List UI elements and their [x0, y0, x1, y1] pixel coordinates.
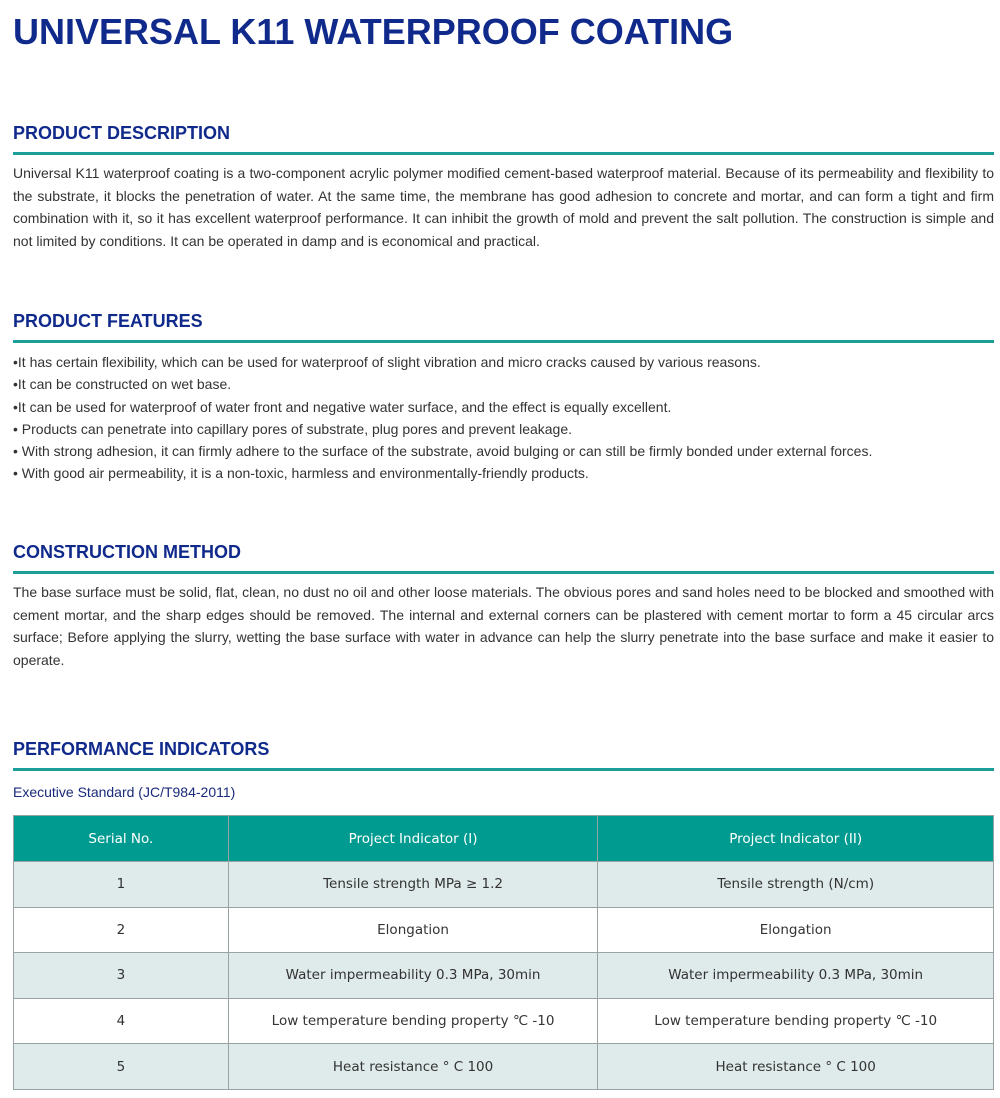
construction-text: The base surface must be solid, flat, clean, no dust no oil and other loose materials. The obvious pores and sand holes need to be blocked and smoothed with cement mortar, and the sharp edges should be removed. The internal and external corners can be plastered with cement mortar to form a 45 circular arcs surface; Before applying the slurry, wetting the base surface with water in advance can help the slurry penetrate into the base surface and make it easier to operate. [13, 584, 994, 668]
feature-item: • Products can penetrate into capillary pores of substrate, plug pores and prevent leakage. [13, 420, 573, 437]
cell-indicator-2: Elongation [598, 907, 994, 953]
cell-indicator-1: Tensile strength MPa ≥ 1.2 [228, 862, 598, 908]
cell-serial: 3 [14, 953, 229, 999]
feature-item: •It has certain flexibility, which can be used for waterproof of slight vibration and micro cracks caused by various reasons. [13, 354, 761, 370]
features-list [13, 351, 994, 485]
column-header-indicator-1: Project Indicator (I) [228, 816, 598, 862]
executive-standard: Executive Standard (JC/T984-2011) [13, 784, 236, 800]
feature-item: • With good air permeability, it is a non-toxic, harmless and environmentally-friendly products. [13, 465, 589, 482]
cell-serial: 5 [14, 1044, 229, 1090]
cell-indicator-2: Tensile strength (N/cm) [598, 862, 994, 908]
page-title: UNIVERSAL K11 WATERPROOF COATING [13, 11, 734, 52]
section-heading-features: PRODUCT FEATURES [13, 310, 994, 343]
feature-item: •It can be constructed on wet base. [13, 376, 232, 393]
section-heading-performance: PERFORMANCE INDICATORS [13, 738, 994, 771]
product-features-section [13, 310, 994, 485]
cell-serial: 4 [14, 998, 229, 1044]
table-row [14, 907, 994, 953]
construction-method-section [13, 541, 994, 671]
column-header-indicator-2: Project Indicator (II) [598, 816, 994, 862]
product-description-section [13, 122, 994, 252]
cell-serial: 1 [14, 862, 229, 908]
feature-item: • With strong adhesion, it can firmly adhere to the surface of the substrate, avoid bulging or can still be firmly bonded under external forces. [13, 443, 873, 460]
cell-indicator-1: Low temperature bending property ℃ -10 [228, 998, 598, 1044]
performance-indicators-section [13, 738, 994, 801]
table-row [14, 862, 994, 908]
cell-indicator-1: Elongation [228, 907, 598, 953]
section-heading-construction: CONSTRUCTION METHOD [13, 541, 994, 574]
performance-table [13, 815, 994, 1090]
cell-indicator-1: Heat resistance ° C 100 [228, 1044, 598, 1090]
cell-serial: 2 [14, 907, 229, 953]
cell-indicator-1: Water impermeability 0.3 MPa, 30min [228, 953, 598, 999]
table-row [14, 1044, 994, 1090]
table-row [14, 953, 994, 999]
table-row [14, 998, 994, 1044]
cell-indicator-2: Water impermeability 0.3 MPa, 30min [598, 953, 994, 999]
cell-indicator-2: Low temperature bending property ℃ -10 [598, 998, 994, 1044]
table-header-row [14, 816, 994, 862]
feature-item: •It can be used for waterproof of water front and negative water surface, and the effect is equally excellent. [13, 398, 672, 415]
description-text: Universal K11 waterproof coating is a two-component acrylic polymer modified cement-based waterproof material. Because of its permeability and flexibility to the substrate, it blocks the penetration of water. At the same time, the membrane has good adhesion to concrete and mortar, and can form a tight and firm combination with it, so it has excellent waterproof performance. It can inhibit the growth of mold and prevent the salt pollution. The construction is simple and not limited by conditions. It can be operated in damp and is economical and practical. [13, 165, 994, 249]
cell-indicator-2: Heat resistance ° C 100 [598, 1044, 994, 1090]
column-header-serial: Serial No. [14, 816, 229, 862]
section-heading-description: PRODUCT DESCRIPTION [13, 122, 994, 155]
